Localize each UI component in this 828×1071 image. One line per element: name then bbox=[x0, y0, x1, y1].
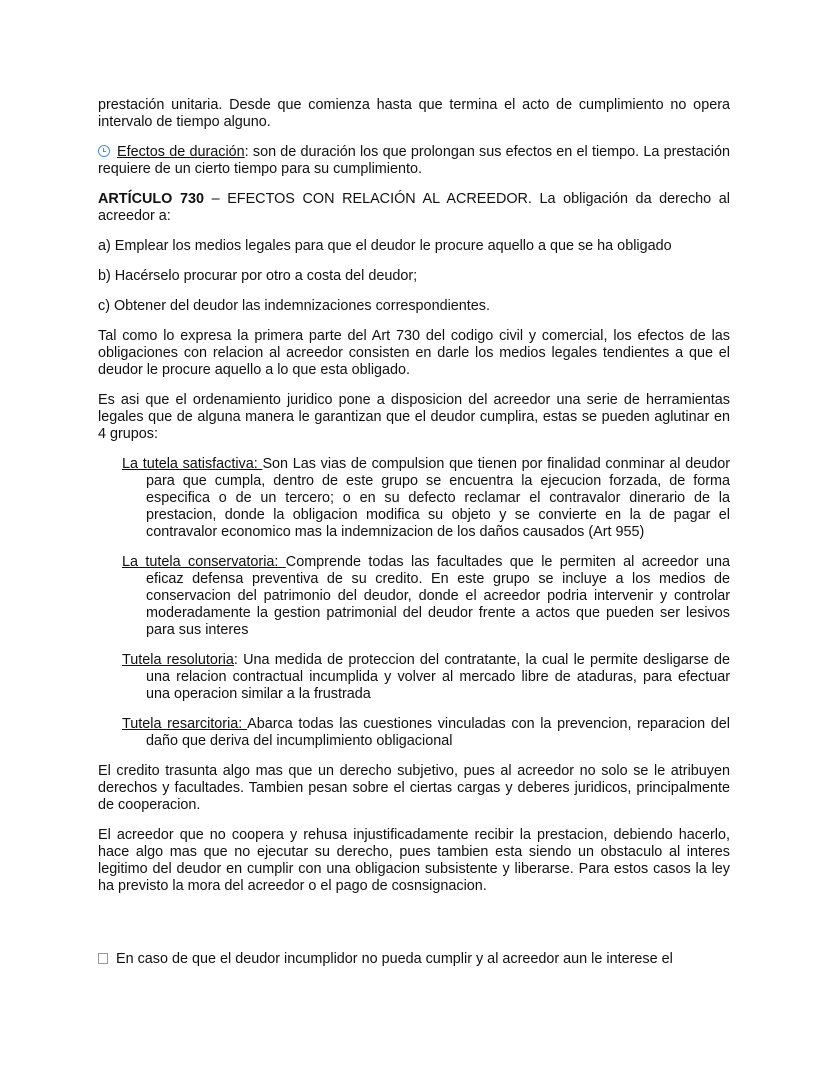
tutela-satisfactiva-text: Son Las vias de compulsion que tienen por finalidad conminar al deudor para que cumpla, dentro de este grupo se encuentra la ejecucion forzada, de forma especifica o de un tercero; o en su defecto reclamar el contravalor dinerario de la prestacion, donde la obligacion modifica su objeto y se convierte en la de pagar el contravalor economico mas la indemnizacion de los daños causados (Art 955) bbox=[146, 456, 730, 540]
tutela-satisfactiva-label: La tutela satisfactiva: bbox=[122, 456, 263, 472]
tutela-conservatoria bbox=[122, 554, 730, 639]
efectos-duracion-label: Efectos de duración bbox=[117, 144, 245, 160]
tutela-resolutoria-label: Tutela resolutoria bbox=[122, 652, 234, 668]
paragraph-acreedor-no-coopera: El acreedor que no coopera y rehusa injustificadamente recibir la prestacion, debiendo hacerlo, hace algo mas que no ejecutar su derecho, pues tambien esta siendo un obstaculo al interes legitimo del deudor en cumplir con una obligacion subsistente y liberarse. Para estos casos la ley ha previsto la mora del acreedor o el pago de cosnsignacion. bbox=[98, 827, 730, 894]
list-item-a: a) Emplear los medios legales para que el deudor le procure aquello a que se ha obligado bbox=[98, 238, 672, 254]
document-body bbox=[98, 97, 730, 895]
tutela-satisfactiva bbox=[122, 456, 730, 541]
paragraph-art-730-explanation: Tal como lo expresa la primera parte del Art 730 del codigo civil y comercial, los efectos de las obligaciones con relacion al acreedor consisten en darle los medios legales tendientes a que el deudor le procure aquello a lo que esta obligado. bbox=[98, 328, 730, 378]
tutela-conservatoria-label: La tutela conservatoria: bbox=[122, 554, 286, 570]
paragraph-herramientas: Es asi que el ordenamiento juridico pone a disposicion del acreedor una serie de herramientas legales que de alguna manera le garantizan que el deudor cumplira, estas se pueden aglutinar en 4 grupos: bbox=[98, 392, 730, 442]
checkbox-glyph-icon bbox=[98, 953, 108, 964]
list-item-b: b) Hacérselo procurar por otro a costa del deudor; bbox=[98, 268, 418, 284]
tutela-resolutoria-text: : Una medida de proteccion del contratante, la cual le permite desligarse de una relacion contractual incumplida y volver al mercado libre de ataduras, para efectuar una operacion similar a la frustrada bbox=[146, 652, 730, 702]
list-item-c: c) Obtener del deudor las indemnizaciones correspondientes. bbox=[98, 298, 490, 314]
paragraph-credito: El credito trasunta algo mas que un derecho subjetivo, pues al acreedor no solo se le atribuyen derechos y facultades. Tambien pesan sobre el ciertas cargas y deberes juridicos, principalmente de cooperacion. bbox=[98, 763, 730, 813]
tutela-resarcitoria-label: Tutela resarcitoria: bbox=[122, 716, 248, 732]
paragraph-prestacion-unitaria: prestación unitaria. Desde que comienza hasta que termina el acto de cumplimiento no opera intervalo de tiempo alguno. bbox=[98, 97, 730, 130]
paragraph-efectos-duracion bbox=[98, 144, 730, 178]
tutela-conservatoria-text: Comprende todas las facultades que le permiten al acreedor una eficaz defensa preventiva de su credito. En este grupo se incluye a los medios de conservacion del patrimonio del deudor, donde el acreedor podria intervenir y controlar moderadamente la gestion patrimonial del deudor frente a actos que pueden ser lesivos para sus interes bbox=[146, 554, 730, 638]
clock-icon bbox=[98, 145, 110, 157]
articulo-730-label: ARTÍCULO 730 bbox=[98, 191, 204, 207]
paragraph-deudor-incumplidor bbox=[98, 951, 730, 968]
deudor-incumplidor-text: En caso de que el deudor incumplidor no pueda cumplir y al acreedor aun le interese el bbox=[116, 951, 673, 967]
tutela-resolutoria bbox=[122, 652, 730, 703]
tutela-resarcitoria bbox=[122, 716, 730, 750]
tutela-list bbox=[122, 456, 730, 750]
tutela-resarcitoria-text: Abarca todas las cuestiones vinculadas con la prevencion, reparacion del daño que deriva del incumplimiento obligacional bbox=[146, 716, 730, 749]
efectos-duracion-text: : son de duración los que prolongan sus efectos en el tiempo. La prestación requiere de un cierto tiempo para su cumplimiento. bbox=[98, 144, 730, 177]
articulo-730-text: – EFECTOS CON RELACIÓN AL ACREEDOR. La obligación da derecho al acreedor a: bbox=[98, 191, 730, 224]
articulo-730-heading bbox=[98, 191, 730, 225]
